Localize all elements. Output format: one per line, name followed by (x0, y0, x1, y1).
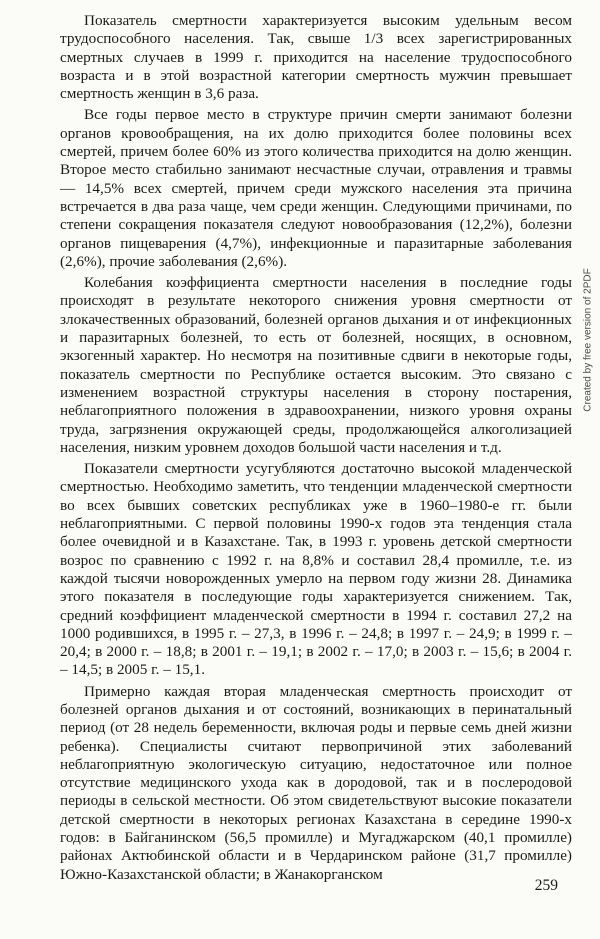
page-body-text (60, 12, 572, 887)
paragraph-infant-mortality-causes: Примерно каждая вторая младенческая смертность происходит от болезней органов дыхания и от состояний, возникающих в перинатальный период (от 28 недель беременности, включая роды и первые семь дней жизни ребенка). Специалисты считают первопричиной этих заболеваний неблагоприятную экологическую ситуацию, недостаточное или полное отсутствие медицинского ухода как в дородовой, так и в послеродовой периоды в сельской местности. Об этом свидетельствуют высокие показатели детской смертности в некоторых регионах Казахстана в середине 1990-х годов: в Байганинском (56,5 промилле) и Мугаджарском (40,1 промилле) районах Актюбинской области и в Чердаринском районе (31,7 промилле) Южно-Казахстанской области; в Жанакорганском (60, 682, 572, 883)
paragraph-mortality-working-age: Показатель смертности характеризуется высоким удельным весом трудоспособного населения. Так, свыше 1/3 всех зарегистрированных смертных случаев в 1999 г. приходится на население трудоспособного возраста и в этой возрастной категории смертность мужчин превышает смертность женщин в 3,6 раза. (60, 12, 572, 103)
page-number: 259 (534, 877, 558, 894)
watermark-text: Created by free version of 2PDF (582, 268, 594, 412)
paragraph-mortality-fluctuations: Колебания коэффициента смертности населения в последние годы происходят в результате некоторого снижения уровня смертности от злокачественных образований, болезней органов дыхания и от инфекционных и паразитарных болезней, то есть от болезней, носящих, в основном, экзогенный характер. Но несмотря на позитивные сдвиги в некоторые годы, показатель смертности по Республике остается высоким. Это связано с изменением возрастной структуры населения в сторону постарения, неблагоприятного положения в здравоохранении, низкого уровня охраны труда, загрязнения окружающей среды, продолжающейся алкоголизацией населения, низким уровнем доходов большой части населения и т.д. (60, 274, 572, 456)
paragraph-infant-mortality: Показатели смертности усугубляются достаточно высокой младенческой смертностью. Необходимо заметить, что тенденции младенческой смертности во всех бывших советских республиках уже в 1960–1980-е гг. были неблагоприятными. С первой половины 1990-х годов эта тенденция стала более очевидной и в Казахстане. Так, в 1993 г. уровень детской смертности возрос по сравнению с 1992 г. на 8,8% и составил 28,4 промилле, т.е. из каждой тысячи новорожденных умерло на первом году жизни 28. Динамика этого показателя в последующие годы характеризуется снижением. Так, средний коэффициент младенческой смертности в 1994 г. составил 27,2 на 1000 родившихся, в 1995 г. – 27,3, в 1996 г. – 24,8; в 1997 г. – 24,9; в 1999 г. – 20,4; в 2000 г. – 18,8; в 2001 г. – 19,1; в 2002 г. – 17,0; в 2003 г. – 15,6; в 2004 г. – 14,5; в 2005 г. – 15,1. (60, 460, 572, 679)
paragraph-causes-of-death: Все годы первое место в структуре причин смерти занимают болезни органов кровообращения, на их долю приходится более половины всех смертей, причем более 60% из этого количества приходится на долю женщин. Второе место стабильно занимают несчастные случаи, отравления и травмы — 14,5% всех смертей, причем среди мужского населения эта причина встречается в два раза чаще, чем среди женщин. Следующими причинами, по степени сокращения показателя следуют новообразования (12,2%), болезни органов пищеварения (4,7%), инфекционные и паразитарные заболевания (2,6%), прочие заболевания (2,6%). (60, 106, 572, 270)
